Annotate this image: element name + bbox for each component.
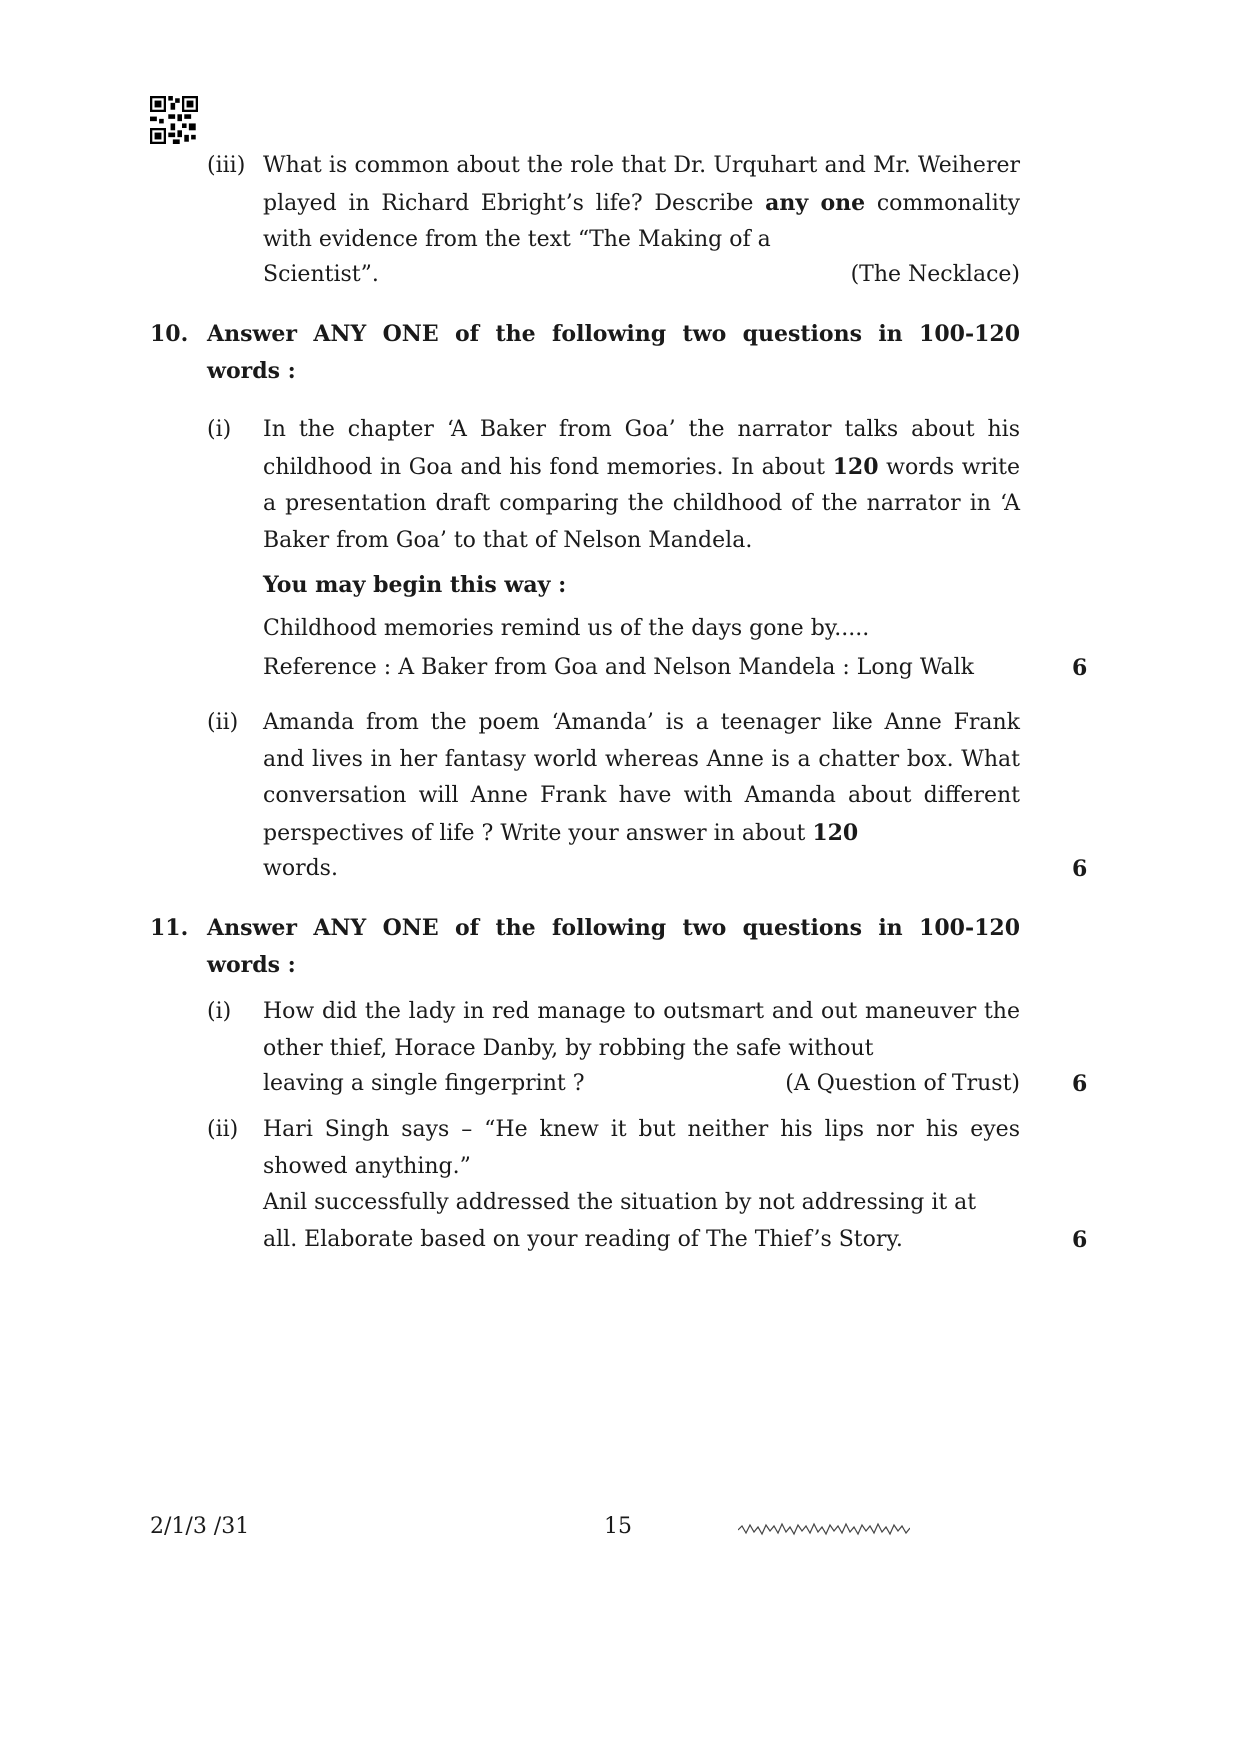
q9-iii-reference: (The Necklace) xyxy=(850,262,1020,287)
q10-ii-last-line: words. xyxy=(263,856,338,881)
q11-ii-label: (ii) xyxy=(207,1117,239,1142)
q9-iii-text: What is common about the role that Dr. Urquhart and Mr. Weiherer played in Richard Ebright’s life? Describe any one commonality with evidence from the text “The Making of a xyxy=(263,153,1021,252)
q11-ii-marks: 6 xyxy=(1072,1227,1088,1253)
page-number: 15 xyxy=(604,1514,632,1539)
q11-i-reference: (A Question of Trust) xyxy=(785,1071,1020,1096)
q11-ii-last-line: all. Elaborate based on your reading of The Thief’s Story. xyxy=(263,1227,903,1252)
q10-i-text: In the chapter ‘A Baker from Goa’ the narrator talks about his childhood in Goa and his fond memories. In about 120 words write a presentation draft comparing the childhood of the narrator in ‘A Baker from Goa’ to that of Nelson Mandela. xyxy=(263,417,1020,553)
q11-number: 11. xyxy=(150,915,189,941)
q11-i-text: How did the lady in red manage to outsmart and out maneuver the other thief, Horace Danby, by robbing the safe without xyxy=(263,999,1020,1061)
q10-i-marks: 6 xyxy=(1072,655,1088,681)
q11-i-marks: 6 xyxy=(1072,1071,1088,1097)
qr-code-icon xyxy=(150,96,198,144)
q9-iii-last-line: Scientist”. (The Necklace) xyxy=(263,257,1020,294)
footer-code: 2/1/3 /31 xyxy=(150,1514,250,1539)
squiggle-mark-icon xyxy=(738,1522,910,1536)
q10-ii-text: Amanda from the poem ‘Amanda’ is a teenager like Anne Frank and lives in her fantasy world whereas Anne is a chatter box. What conversation will Anne Frank have with Amanda about different perspectives of life ? Write your answer in about 120 xyxy=(263,710,1020,846)
q10-heading: Answer ANY ONE of the following two questions in 100-120 words : xyxy=(207,321,1020,384)
q10-i-label: (i) xyxy=(207,417,232,442)
q10-ii-marks: 6 xyxy=(1072,856,1088,882)
q11-i-last-line: leaving a single fingerprint ? (A Question of Trust) xyxy=(263,1066,1020,1103)
q9-iii-label: (iii) xyxy=(207,153,246,178)
q10-number: 10. xyxy=(150,321,189,347)
q10-i-begin-text: Childhood memories remind us of the days gone by..... xyxy=(263,616,870,641)
q10-ii-label: (ii) xyxy=(207,710,239,735)
q11-ii-text: Hari Singh says – “He knew it but neither his lips nor his eyes showed anything.” xyxy=(263,1117,1020,1179)
q11-i-label: (i) xyxy=(207,999,232,1024)
q10-i-reference: Reference : A Baker from Goa and Nelson Mandela : Long Walk xyxy=(263,655,975,680)
q11-ii-text2: Anil successfully addressed the situation by not addressing it at xyxy=(263,1190,977,1215)
q11-heading: Answer ANY ONE of the following two questions in 100-120 words : xyxy=(207,915,1020,978)
q10-i-begin-label: You may begin this way : xyxy=(263,572,567,598)
